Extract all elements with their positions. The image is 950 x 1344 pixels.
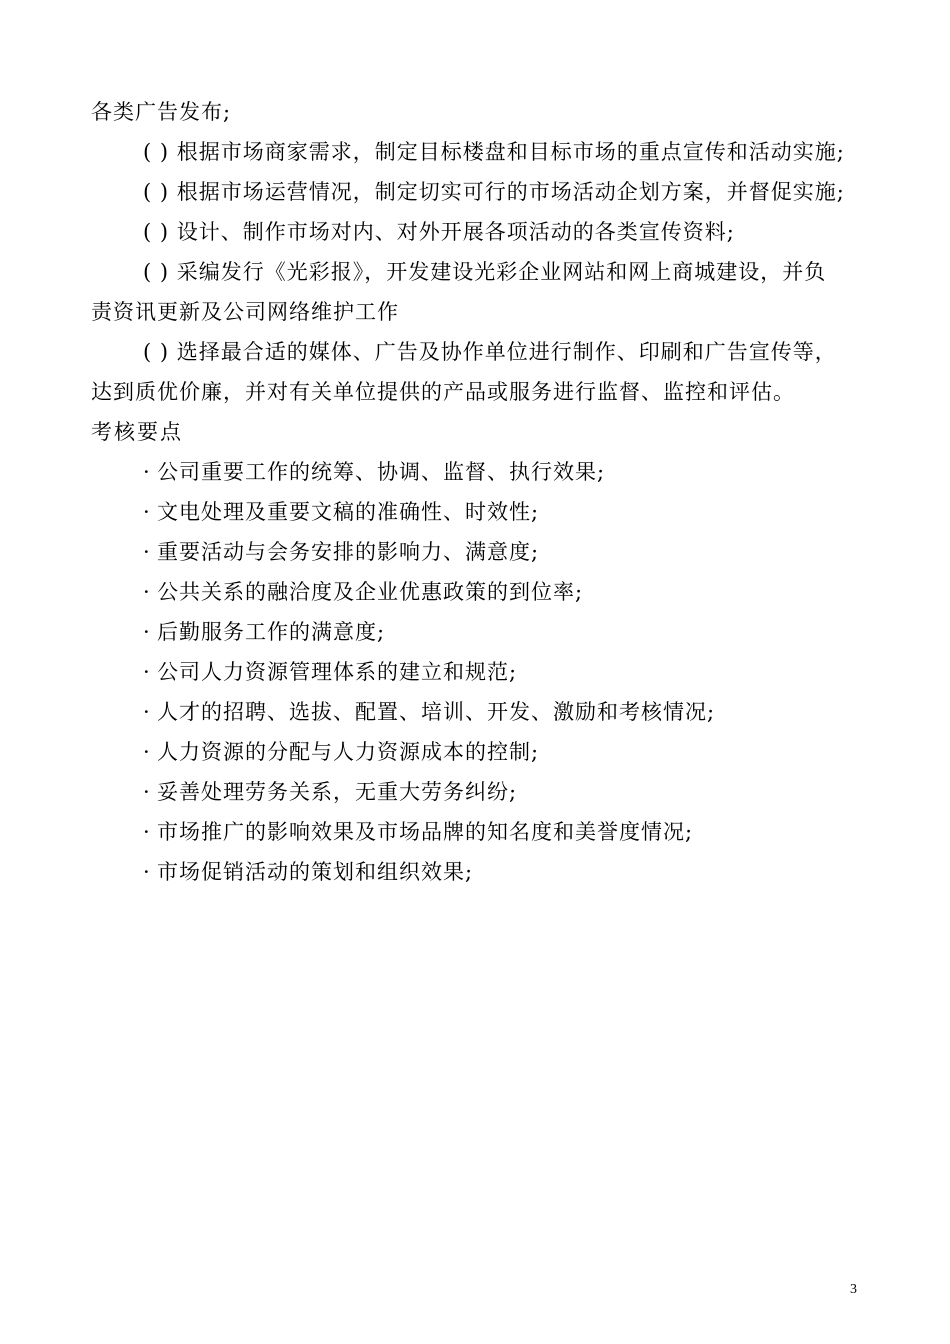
assessment-point-text: 公共关系的融洽度及企业优惠政策的到位率; [157,580,584,604]
duty-line-wrap: 达到质优价廉，并对有关单位提供的产品或服务进行监督、监控和评估。 [91,380,795,404]
assessment-point-text: 人力资源的分配与人力资源成本的控制; [157,740,540,764]
assessment-point-text: 文电处理及重要文稿的准确性、时效性; [157,500,540,524]
bullet-dot: · [143,700,151,724]
bullet-dot: · [143,660,151,684]
assessment-point-text: 妥善处理劳务关系，无重大劳务纠纷; [157,780,518,804]
duty-continuation: 各类广告发布; [91,100,232,124]
duty-line: ( ) 设计、制作市场对内、对外开展各项活动的各类宣传资料; [143,220,735,244]
document-body [91,92,866,892]
bullet-dot: · [143,860,151,884]
assessment-point [91,612,866,652]
assessment-point [91,452,866,492]
duty-item [91,212,866,252]
assessment-point [91,692,866,732]
assessment-point-text: 人才的招聘、选拔、配置、培训、开发、激励和考核情况; [157,700,716,724]
bullet-dot: · [143,460,151,484]
bullet-dot: · [143,620,151,644]
duty-item [91,132,866,172]
bullet-dot: · [143,540,151,564]
assessment-point [91,572,866,612]
bullet-dot: · [143,500,151,524]
duty-line: ( ) 根据市场商家需求，制定目标楼盘和目标市场的重点宣传和活动实施; [143,140,845,164]
bullet-dot: · [143,820,151,844]
assessment-point [91,492,866,532]
assessment-list [91,452,866,892]
duty-line: ( ) 根据市场运营情况，制定切实可行的市场活动企划方案，并督促实施; [143,180,845,204]
page-number: 3 [850,1282,857,1297]
assessment-point [91,852,866,892]
assessment-heading: 考核要点 [91,420,183,444]
duty-line: ( ) 采编发行《光彩报》，开发建设光彩企业网站和网上商城建设，并负 [143,260,827,284]
duty-item [91,172,866,212]
assessment-point [91,532,866,572]
assessment-point-text: 市场促销活动的策划和组织效果; [157,860,474,884]
assessment-point-text: 公司人力资源管理体系的建立和规范; [157,660,518,684]
assessment-point-text: 公司重要工作的统筹、协调、监督、执行效果; [157,460,606,484]
bullet-dot: · [143,780,151,804]
bullet-dot: · [143,580,151,604]
duty-line-wrap: 责资讯更新及公司网络维护工作 [91,300,399,324]
duty-line: ( ) 选择最合适的媒体、广告及协作单位进行制作、印刷和广告宣传等， [143,340,837,364]
assessment-point-text: 重要活动与会务安排的影响力、满意度; [157,540,540,564]
assessment-point [91,812,866,852]
assessment-point-text: 后勤服务工作的满意度; [157,620,386,644]
assessment-point [91,732,866,772]
assessment-point-text: 市场推广的影响效果及市场品牌的知名度和美誉度情况; [157,820,694,844]
duty-item [91,252,866,332]
duty-item [91,332,866,412]
assessment-point [91,772,866,812]
assessment-point [91,652,866,692]
bullet-dot: · [143,740,151,764]
